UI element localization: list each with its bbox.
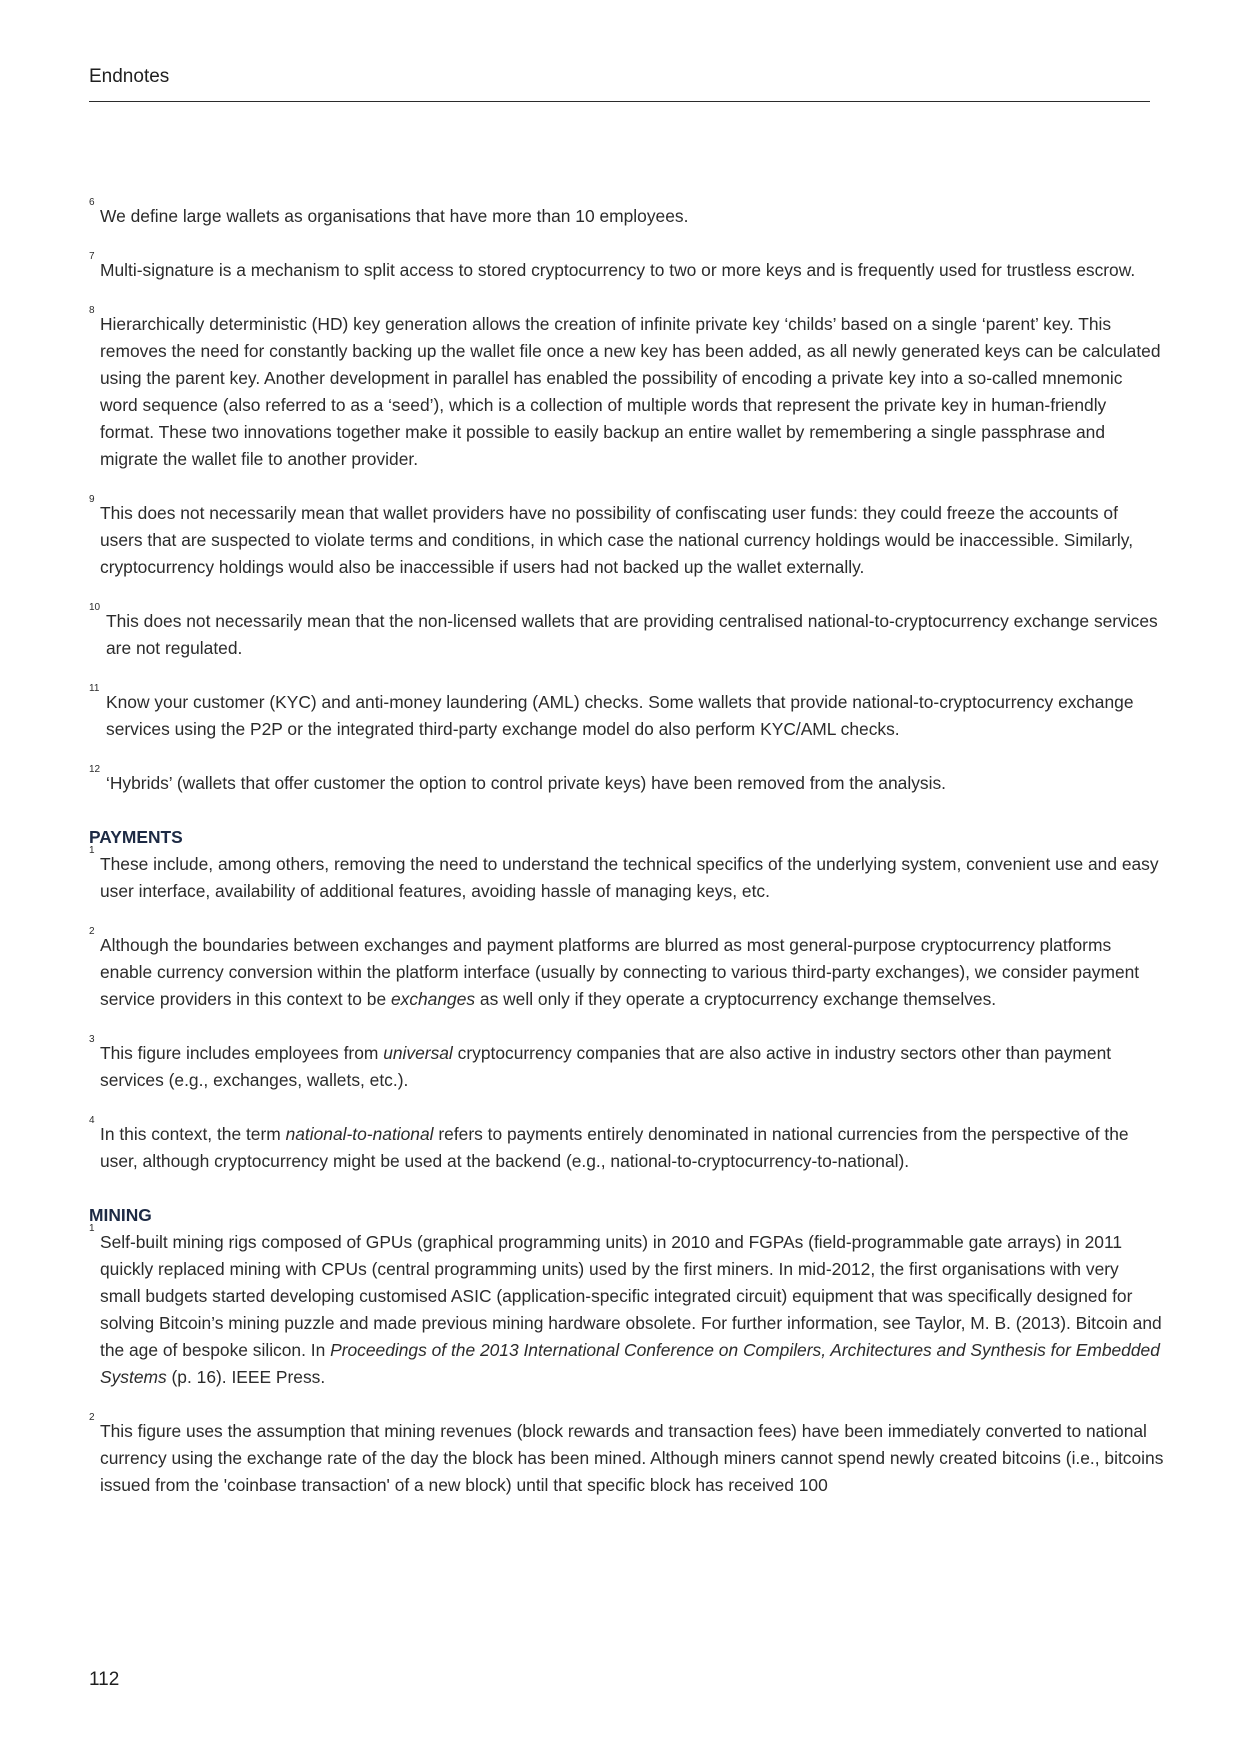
endnote-number: 4	[89, 1115, 95, 1126]
payments-endnote-4	[89, 1115, 1164, 1175]
endnote-number: 6	[89, 197, 95, 208]
endnote-text: These include, among others, removing the need to understand the technical specifics of the underlying system, convenient use and easy user interface, availability of additional features, avoiding hassle of managing keys, etc.	[100, 854, 1159, 901]
page-number: 112	[89, 1669, 120, 1690]
endnote-12	[89, 764, 1164, 797]
endnote-text: cryptocurrency companies that are also active in industry sectors other than payment services (e.g., exchanges, wallets, etc.).	[100, 1043, 1112, 1090]
payments-endnote-2	[89, 926, 1164, 1013]
endnote-number: 1	[89, 1223, 95, 1234]
endnote-number: 9	[89, 494, 95, 505]
mining-endnote-2	[89, 1412, 1164, 1499]
section-heading-mining: MINING	[89, 1205, 152, 1225]
endnote-8	[89, 305, 1164, 473]
mining-endnote-1	[89, 1223, 1164, 1391]
endnote-number: 10	[89, 602, 101, 613]
endnote-text: This does not necessarily mean that wallet providers have no possibility of confiscating user funds: they could freeze the accounts of users that are suspected to violate terms and conditions, in which case the national currency holdings would be inaccessible. Similarly, cryptocurrency holdings would also be inaccessible if users had not backed up the wallet externally.	[100, 503, 1134, 577]
endnote-italic-term: exchanges	[390, 989, 476, 1009]
endnote-number: 7	[89, 251, 95, 262]
payments-endnote-3	[89, 1034, 1164, 1094]
endnote-text: Hierarchically deterministic (HD) key generation allows the creation of infinite private key ‘childs’ based on a single ‘parent’ key. This removes the need for constantly backing up the wallet file once a new key has been added, as all newly generated keys can be calculated using the parent key. Another development in parallel has enabled the possibility of encoding a private key into a so-called mnemonic word sequence (also referred to as a ‘seed’), which is a collection of multiple words that represent the private key in human-friendly format. These two innovations together make it possible to easily backup an entire wallet by remembering a single passphrase and migrate the wallet file to another provider.	[100, 314, 1161, 469]
endnote-text: This figure includes employees from	[100, 1043, 384, 1063]
endnote-number: 11	[89, 683, 100, 694]
endnote-number: 3	[89, 1034, 95, 1045]
endnote-11	[89, 683, 1164, 743]
endnote-number: 2	[89, 1412, 95, 1423]
endnote-text: ‘Hybrids’ (wallets that offer customer the option to control private keys) have been removed from the analysis.	[106, 773, 946, 793]
endnote-number: 8	[89, 305, 95, 316]
endnote-italic-term: national-to-national	[285, 1124, 434, 1144]
endnote-text: Although the boundaries between exchanges and payment platforms are blurred as most general-purpose cryptocurrency platforms enable currency conversion within the platform interface (usually by connecting to various third-party exchanges), we consider payment service providers in this context to be	[100, 935, 1140, 1009]
endnote-number: 1	[89, 845, 95, 856]
endnote-italic-citation: Proceedings of the 2013 International Conference on Compilers, Architectures and Synthesis for Embedded Systems	[100, 1340, 1160, 1387]
endnote-text: Know your customer (KYC) and anti-money laundering (AML) checks. Some wallets that provide national-to-cryptocurrency exchange services using the P2P or the integrated third-party exchange model do also perform KYC/AML checks.	[106, 692, 1134, 739]
endnote-text: refers to payments entirely denominated in national currencies from the perspective of the user, although cryptocurrency might be used at the backend (e.g., national-to-cryptocurrency-to-national).	[100, 1124, 1129, 1171]
running-header: Endnotes	[89, 66, 170, 87]
endnote-text: (p. 16). IEEE Press.	[166, 1367, 326, 1387]
endnote-6	[89, 197, 1164, 230]
section-heading-payments: PAYMENTS	[89, 827, 183, 847]
endnote-number: 12	[89, 764, 101, 775]
payments-endnote-1	[89, 845, 1164, 905]
endnote-9	[89, 494, 1164, 581]
endnote-10	[89, 602, 1164, 662]
endnote-text: We define large wallets as organisations that have more than 10 employees.	[100, 206, 689, 226]
endnote-7	[89, 251, 1164, 284]
endnote-text: This does not necessarily mean that the non-licensed wallets that are providing centralised national-to-cryptocurrency exchange services are not regulated.	[106, 611, 1158, 658]
endnote-number: 2	[89, 926, 95, 937]
endnote-text: In this context, the term	[100, 1124, 286, 1144]
endnote-italic-term: universal	[383, 1043, 453, 1063]
endnote-text: This figure uses the assumption that mining revenues (block rewards and transaction fees) have been immediately converted to national currency using the exchange rate of the day the block has been mined. Although miners cannot spend newly created bitcoins (i.e., bitcoins issued from the 'coinbase transaction' of a new block) until that specific block has received 100	[100, 1421, 1164, 1495]
endnote-text: Multi-signature is a mechanism to split access to stored cryptocurrency to two or more keys and is frequently used for trustless escrow.	[100, 260, 1136, 280]
header-divider	[89, 101, 1150, 102]
endnotes-body	[89, 197, 1164, 1526]
endnote-text: Self-built mining rigs composed of GPUs (graphical programming units) in 2010 and FGPAs (field-programmable gate arrays) in 2011 quickly replaced mining with CPUs (central programming units) used by the first miners. In mid-2012, the first organisations with very small budgets started developing customised ASIC (application-specific integrated circuit) equipment that was specifically designed for solving Bitcoin’s mining puzzle and made previous mining hardware obsolete. For further information, see Taylor, M. B. (2013). Bitcoin and the age of bespoke silicon. In	[100, 1232, 1162, 1360]
endnote-text: as well only if they operate a cryptocurrency exchange themselves.	[475, 989, 997, 1009]
